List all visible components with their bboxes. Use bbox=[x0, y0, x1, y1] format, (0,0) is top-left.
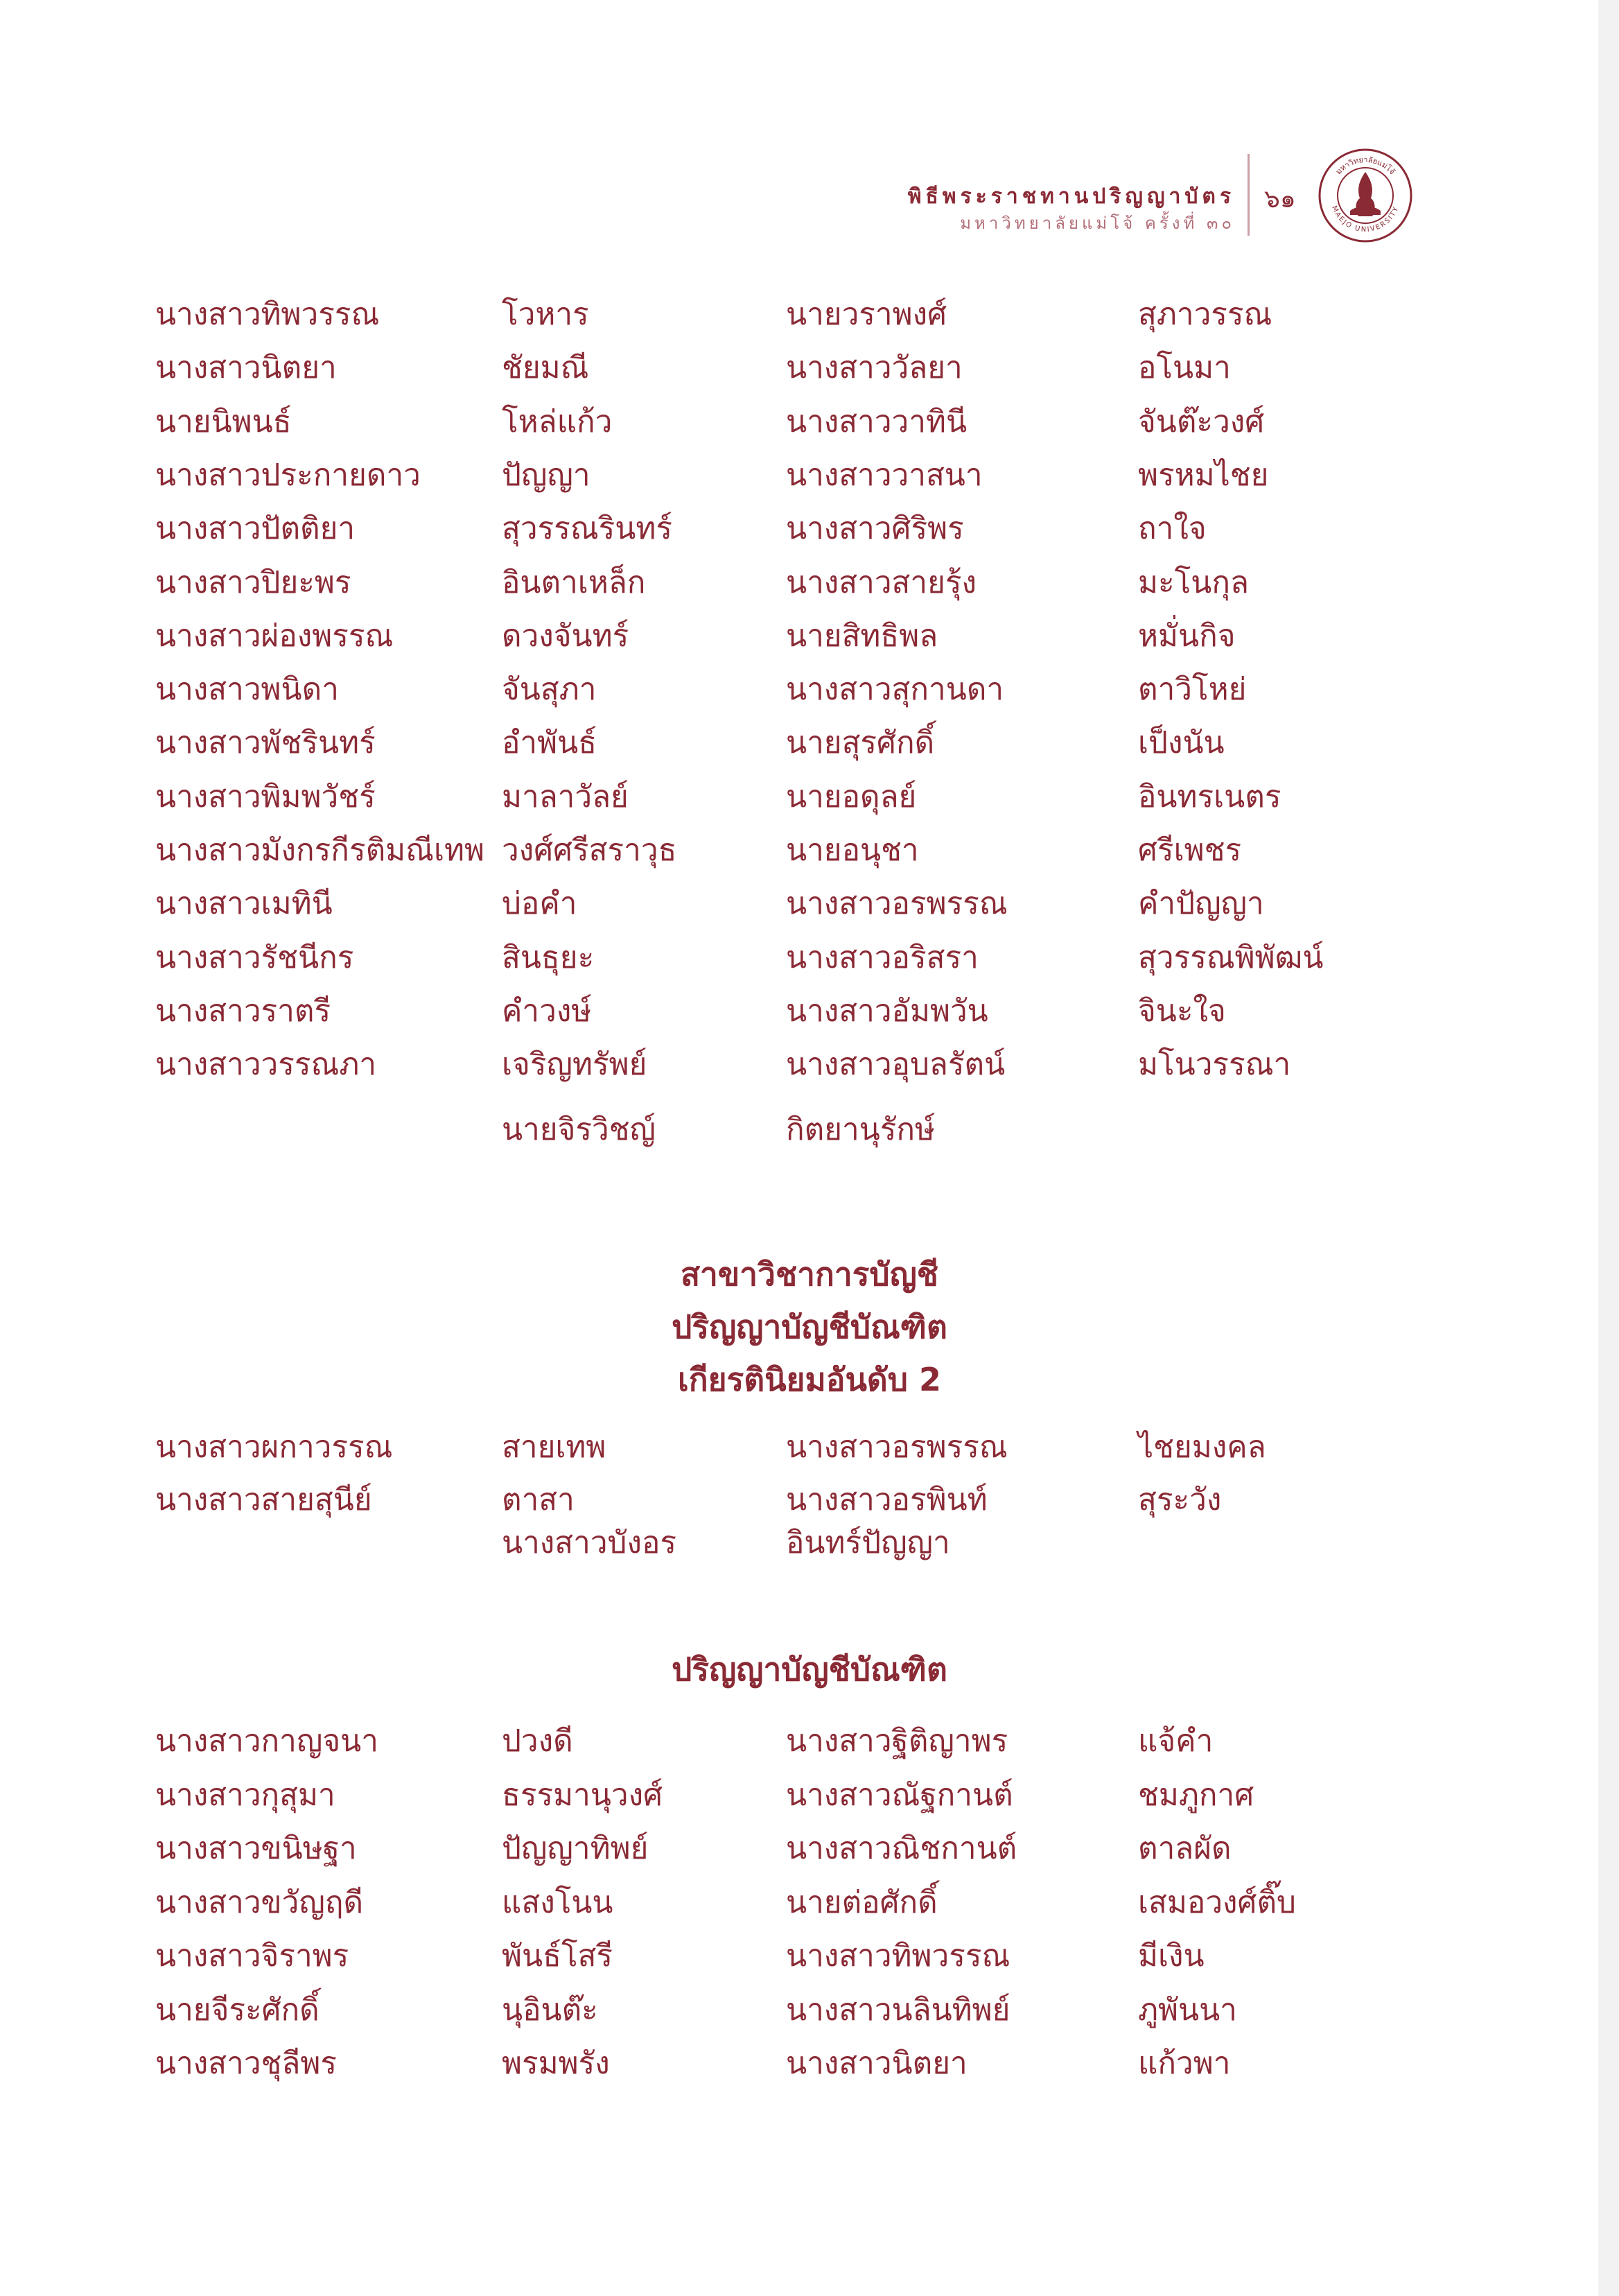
surname: ชมภูกาศ bbox=[1138, 1777, 1254, 1813]
surname: ธรรมานุวงศ์ bbox=[502, 1777, 663, 1813]
given-name: นางสาวทิพวรรณ bbox=[155, 297, 380, 332]
surname: ดวงจันทร์ bbox=[502, 618, 629, 654]
surname: สายเทพ bbox=[502, 1429, 606, 1465]
given-name: นางสาวอัมพวัน bbox=[786, 993, 988, 1029]
given-name: นางสาวพนิดา bbox=[155, 672, 339, 708]
surname: แสงโนน bbox=[502, 1884, 613, 1920]
surname: มีเงิน bbox=[1138, 1938, 1205, 1974]
surname: จันต๊ะวงศ์ bbox=[1138, 403, 1265, 440]
surname: อินตาเหล็ก bbox=[502, 564, 646, 600]
surname: ภูพันนา bbox=[1138, 1992, 1237, 2028]
surname: มะโนกุล bbox=[1138, 564, 1249, 600]
given-name: นายจีระศักดิ์ bbox=[155, 1992, 320, 2028]
given-name: นางสาวราตรี bbox=[155, 993, 331, 1029]
surname: นุอินต๊ะ bbox=[502, 1992, 598, 2028]
surname: ตาลผัด bbox=[1138, 1831, 1232, 1866]
surname: สุระวัง bbox=[1138, 1482, 1222, 1517]
surname: โหล่แก้ว bbox=[502, 403, 613, 440]
university-seal-logo bbox=[1317, 147, 1414, 244]
given-name: นางสาวขวัญฤดี bbox=[155, 1884, 364, 1920]
section-field-heading: สาขาวิชาการบัญชี bbox=[680, 1255, 939, 1293]
section-honor-heading: เกียรตินิยมอันดับ 2 bbox=[678, 1361, 941, 1398]
surname: อโนมา bbox=[1138, 350, 1231, 386]
given-name: นางสาวเมทินี bbox=[155, 886, 333, 922]
surname: ศรีเพชร bbox=[1138, 833, 1242, 868]
surname: นางสาวบังอร bbox=[502, 1525, 677, 1560]
given-name: นางสาวพิมพวัชร์ bbox=[155, 779, 376, 815]
surname: แจ้คำ bbox=[1138, 1723, 1214, 1759]
surname: ปัญญา bbox=[502, 457, 590, 493]
surname: ถาใจ bbox=[1138, 511, 1207, 547]
given-name: นางสาวอรพรรณ bbox=[786, 886, 1008, 922]
given-name: นางสาวสุกานดา bbox=[786, 672, 1004, 708]
surname: คำปัญญา bbox=[1138, 886, 1264, 922]
given-name: นางสาวจิราพร bbox=[155, 1938, 349, 1974]
surname: อินทรเนตร bbox=[1138, 779, 1281, 815]
given-name: นางสาวสายรุ้ง bbox=[786, 564, 977, 600]
surname: ปัญญาทิพย์ bbox=[502, 1831, 649, 1866]
section-degree-heading: ปริญญาบัญชีบัณฑิต bbox=[672, 1308, 947, 1346]
surname: อำพันธ์ bbox=[502, 725, 597, 761]
surname: คำวงษ์ bbox=[502, 993, 592, 1029]
page-edge bbox=[1598, 0, 1619, 2296]
given-name: นางสาวณัฐกานต์ bbox=[786, 1777, 1013, 1813]
given-name: นางสาวรัชนีกร bbox=[155, 939, 354, 975]
given-name: นางสาวนลินทิพย์ bbox=[786, 1992, 1010, 2028]
given-name: นายอนุชา bbox=[786, 833, 919, 868]
given-name: นายวราพงศ์ bbox=[786, 297, 947, 332]
given-name: นางสาวขนิษฐา bbox=[155, 1831, 357, 1866]
given-name: นางสาววาสนา bbox=[786, 457, 983, 493]
given-name: นางสาววาทินี bbox=[786, 403, 968, 440]
surname: โวหาร bbox=[502, 297, 589, 332]
given-name: อินทร์ปัญญา bbox=[786, 1525, 950, 1560]
given-name: นางสาววรรณภา bbox=[155, 1047, 377, 1083]
given-name: นายสุรศักดิ์ bbox=[786, 725, 935, 761]
surname: บ่อคำ bbox=[502, 886, 577, 922]
surname: เสมอวงศ์ติ๊บ bbox=[1138, 1884, 1296, 1920]
given-name: นางสาวศิริพร bbox=[786, 511, 964, 547]
surname: จันสุภา bbox=[502, 672, 597, 708]
given-name: นางสาวฐิติญาพร bbox=[786, 1723, 1008, 1759]
surname: วงศ์ศรีสราวุธ bbox=[502, 833, 677, 868]
given-name: นางสาวณิชกานต์ bbox=[786, 1831, 1017, 1866]
given-name: นางสาวทิพวรรณ bbox=[786, 1938, 1010, 1974]
given-name: นางสาวปัตติยา bbox=[155, 511, 356, 547]
svg-text:MAEJO UNIVERSITY: MAEJO UNIVERSITY bbox=[1330, 205, 1401, 234]
surname: เป็งนัน bbox=[1138, 725, 1225, 761]
surname: สุวรรณรินทร์ bbox=[502, 511, 672, 547]
surname: เจริญทรัพย์ bbox=[502, 1047, 647, 1083]
given-name: นางสาวกาญจนา bbox=[155, 1723, 378, 1759]
surname: ไชยมงคล bbox=[1138, 1429, 1266, 1465]
given-name: นางสาวอรพินท์ bbox=[786, 1482, 988, 1517]
given-name: นางสาวสายสุนีย์ bbox=[155, 1482, 372, 1517]
surname: ตาสา bbox=[502, 1482, 575, 1517]
given-name: นายต่อศักดิ์ bbox=[786, 1884, 938, 1920]
surname: ชัยมณี bbox=[502, 350, 589, 386]
given-name: นางสาวอริสรา bbox=[786, 939, 979, 975]
section-degree-heading-2: ปริญญาบัญชีบัณฑิต bbox=[672, 1651, 947, 1688]
given-name: นางสาวปิยะพร bbox=[155, 564, 351, 600]
given-name: นายสิทธิพล bbox=[786, 618, 938, 654]
surname: จินะใจ bbox=[1138, 993, 1226, 1029]
surname: สุภาวรรณ bbox=[1138, 297, 1272, 332]
surname: แก้วพา bbox=[1138, 2046, 1231, 2081]
given-name: นางสาววัลยา bbox=[786, 350, 963, 386]
given-name: นางสาวชุลีพร bbox=[155, 2046, 338, 2081]
given-name: นางสาวกุสุมา bbox=[155, 1777, 335, 1813]
given-name: นางสาวนิตยา bbox=[155, 350, 337, 386]
page-number: ๖๑ bbox=[1264, 185, 1296, 214]
surname: สุวรรณพิพัฒน์ bbox=[1138, 939, 1324, 975]
given-name: นางสาวผ่องพรรณ bbox=[155, 618, 394, 654]
page-header bbox=[762, 146, 1455, 256]
surname: ปวงดี bbox=[502, 1723, 573, 1759]
surname: หมั่นกิจ bbox=[1138, 618, 1236, 654]
surname: พันธ์โสรี bbox=[502, 1938, 613, 1974]
surname: พรมพรัง bbox=[502, 2046, 610, 2081]
given-name: นางสาวอรพรรณ bbox=[786, 1429, 1008, 1465]
surname: มาลาวัลย์ bbox=[502, 779, 629, 815]
surname: พรหมไชย bbox=[1138, 457, 1269, 493]
given-name: นางสาวอุบลรัตน์ bbox=[786, 1047, 1006, 1083]
surname: ตาวิโหย่ bbox=[1138, 672, 1247, 708]
surname: สินธุยะ bbox=[502, 939, 595, 975]
given-name: นายนิพนธ์ bbox=[155, 403, 292, 440]
given-name: นางสาวนิตยา bbox=[786, 2046, 968, 2081]
svg-text:มหาวิทยาลัยแม่โจ้: มหาวิทยาลัยแม่โจ้ bbox=[1333, 155, 1397, 177]
ceremony-subtitle: มหาวิทยาลัยแม่โจ้ ครั้งที่ ๓๐ bbox=[960, 214, 1235, 233]
ceremony-title: พิธีพระราชทานปริญญาบัตร bbox=[907, 184, 1235, 209]
given-name: นายอดุลย์ bbox=[786, 779, 917, 815]
given-name: นางสาวผกาวรรณ bbox=[155, 1429, 393, 1465]
surname: นายจิรวิชญ์ bbox=[502, 1112, 656, 1147]
given-name: กิตยานุรักษ์ bbox=[786, 1112, 936, 1147]
header-divider bbox=[1248, 154, 1250, 236]
surname: มโนวรรณา bbox=[1138, 1047, 1291, 1083]
given-name: นางสาวประกายดาว bbox=[155, 457, 421, 493]
given-name: นางสาวมังกรกีรติมณีเทพ bbox=[155, 833, 485, 868]
given-name: นางสาวพัชรินทร์ bbox=[155, 725, 376, 761]
